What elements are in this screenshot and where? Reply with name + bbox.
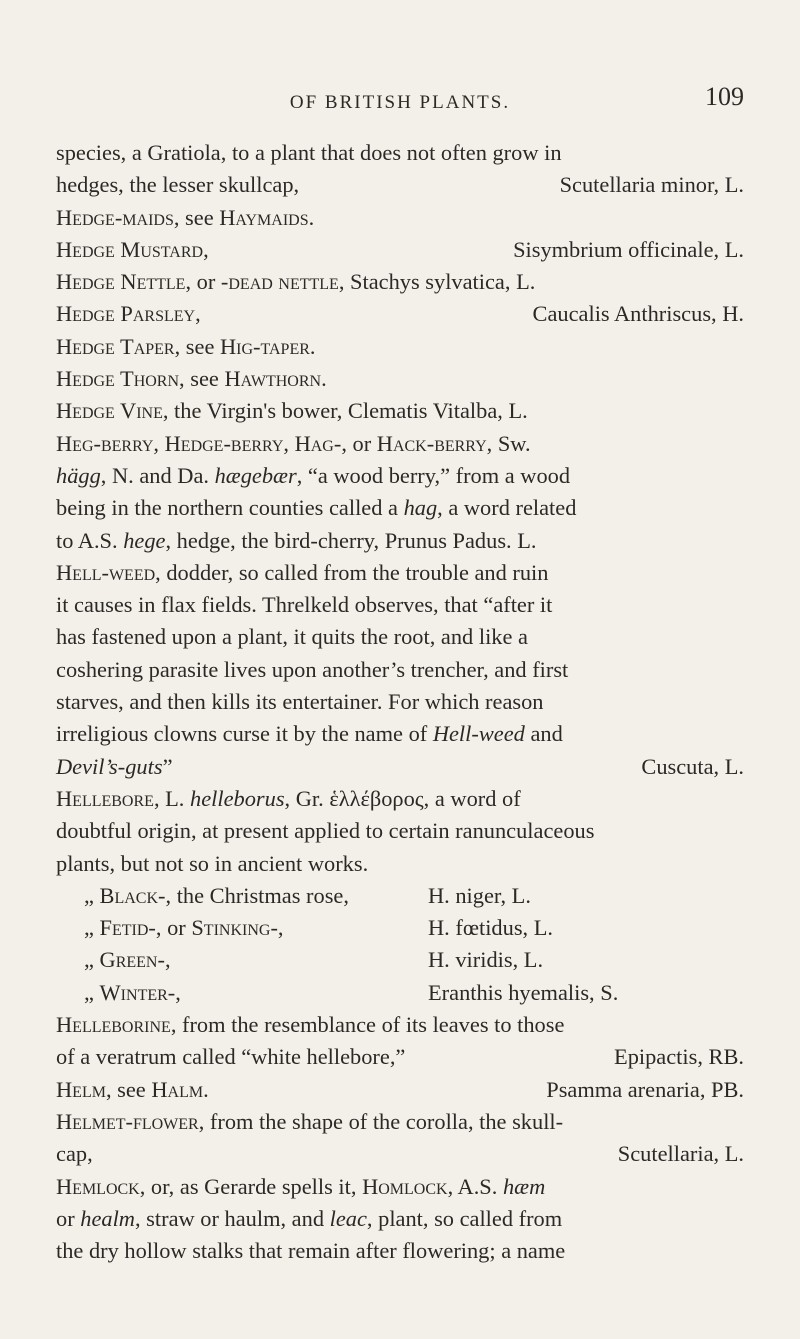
text-span: helleborus — [190, 785, 285, 811]
text-line — [56, 234, 744, 266]
text-line — [56, 944, 744, 976]
text-line — [56, 783, 744, 815]
botanical-name: Caucalis Anthriscus, H. — [532, 301, 744, 327]
text-span: , see — [179, 366, 225, 392]
text-span: it causes in flax fields. Threlkeld observes, that “after it — [56, 592, 553, 618]
cross-reference: Haymaids — [219, 204, 309, 230]
line-left — [56, 1041, 405, 1073]
page-number: 109 — [705, 82, 744, 111]
text-line — [56, 557, 744, 589]
line-left — [56, 1203, 562, 1235]
botanical-name: Scutellaria, L. — [617, 1141, 744, 1167]
text-span: , — [283, 430, 295, 456]
line-left — [56, 266, 535, 298]
line-left — [56, 621, 528, 653]
text-line — [56, 525, 744, 557]
botanical-name: Eranthis hyemalis, S. — [428, 979, 619, 1005]
text-span: , or, as Gerarde spells it, — [139, 1173, 363, 1199]
entry-head: Hedge Nettle — [56, 269, 186, 295]
text-line — [56, 815, 744, 847]
entry-head: Hedge Thorn — [56, 366, 180, 392]
line-left — [56, 718, 563, 750]
text-line — [56, 492, 744, 524]
text-line — [56, 1106, 744, 1138]
text-span: the dry hollow stalks that remain after flowering; a name — [56, 1238, 566, 1264]
line-left — [56, 1171, 545, 1203]
text-line — [56, 880, 744, 912]
text-span: or — [56, 1205, 81, 1231]
ditto-mark: „ — [84, 915, 100, 941]
line-left — [56, 1138, 93, 1170]
text-line — [56, 428, 744, 460]
entry-head: -dead nettle — [220, 269, 339, 295]
entry-head: Hedge Vine — [56, 398, 163, 424]
text-span: ” — [162, 753, 173, 779]
text-span: , straw or haulm, and — [134, 1205, 330, 1231]
ditto-mark: „ — [84, 882, 100, 908]
line-left — [56, 363, 327, 395]
text-span: of a veratrum called “white hellebore,” — [56, 1044, 406, 1070]
text-span: , see — [105, 1076, 152, 1102]
dictionary-text — [56, 137, 744, 1267]
text-span: doubtful origin, at present applied to certain ranunculaceous — [56, 818, 595, 844]
line-left — [56, 428, 531, 460]
text-line — [56, 1235, 744, 1267]
line-left — [56, 589, 552, 621]
line-left — [56, 654, 568, 686]
entry-head: Stinking- — [191, 915, 278, 941]
text-span: , or — [185, 269, 221, 295]
line-left — [84, 977, 181, 1009]
line-left — [56, 1106, 563, 1138]
botanical-name: H. viridis, L. — [428, 947, 544, 973]
botanical-name: Psamma arenaria, PB. — [546, 1076, 744, 1102]
ditto-mark: „ — [84, 979, 100, 1005]
entry-head: Homlock — [362, 1173, 448, 1199]
text-span: Devil’s-guts — [56, 753, 163, 779]
entry-head: Green- — [99, 947, 165, 973]
text-line — [56, 1203, 744, 1235]
text-line — [56, 460, 744, 492]
line-left — [56, 557, 548, 589]
line-left — [56, 202, 314, 234]
cross-reference: Halm — [151, 1076, 204, 1102]
text-line — [56, 1009, 744, 1041]
text-line — [56, 266, 744, 298]
text-line — [56, 1074, 744, 1106]
line-left — [56, 848, 368, 880]
entry-head: Hell-weed — [56, 559, 156, 585]
running-header — [56, 80, 744, 120]
line-left — [56, 751, 173, 783]
text-line — [56, 589, 744, 621]
cross-reference: Hig-taper — [220, 333, 310, 359]
text-span: cap, — [56, 1141, 93, 1167]
text-line — [56, 1171, 744, 1203]
line-left — [56, 298, 201, 330]
line-left — [56, 1235, 565, 1267]
text-span: , “a wood berry,” from a wood — [296, 462, 571, 488]
text-span: hägg — [56, 462, 101, 488]
text-span: , — [164, 947, 171, 973]
text-span: hægebær — [214, 462, 297, 488]
entry-head: Hedge-maids — [56, 204, 174, 230]
text-span: Hell-weed — [432, 721, 525, 747]
text-line — [56, 621, 744, 653]
line-left — [56, 137, 562, 169]
text-line — [56, 137, 744, 169]
text-span: irreligious clowns curse it by the name of — [56, 721, 433, 747]
text-span: , — [195, 301, 201, 327]
text-line — [56, 686, 744, 718]
line-left — [56, 783, 521, 815]
text-span: species, a Gratiola, to a plant that does not often grow in — [56, 140, 562, 165]
text-span: , a word related — [437, 495, 577, 521]
line-left — [56, 815, 594, 847]
line-left — [84, 880, 349, 912]
text-line — [56, 1138, 744, 1170]
entry-head: Black- — [99, 882, 166, 908]
text-span: , L. — [153, 785, 191, 811]
text-span: , — [203, 236, 209, 262]
botanical-name: Cuscuta, L. — [641, 753, 744, 779]
text-span: . — [203, 1076, 209, 1102]
line-left — [56, 1074, 209, 1106]
botanical-name: Scutellaria minor, L. — [559, 172, 744, 198]
text-line — [56, 977, 744, 1009]
text-span: , dodder, so called from the trouble and ruin — [155, 559, 549, 585]
text-line — [56, 395, 744, 427]
text-line — [56, 848, 744, 880]
text-span: , or — [341, 430, 377, 456]
text-span: , the Virgin's bower, Clematis Vitalba, L. — [162, 398, 528, 424]
line-left — [56, 1009, 564, 1041]
text-span: , — [175, 979, 181, 1005]
botanical-name: H. niger, L. — [428, 882, 531, 908]
text-span: and — [524, 721, 563, 747]
entry-head: Hag- — [294, 430, 342, 456]
line-left — [56, 169, 299, 201]
line-left — [84, 944, 171, 976]
text-line — [56, 169, 744, 201]
text-span: healm — [80, 1205, 135, 1231]
text-span: , — [153, 430, 165, 456]
line-left — [56, 460, 570, 492]
entry-head: Helm — [56, 1076, 106, 1102]
text-span: leac — [329, 1205, 367, 1231]
text-span: to A.S. — [56, 527, 124, 553]
botanical-name: Sisymbrium officinale, L. — [513, 236, 744, 262]
text-span: , see — [174, 333, 220, 359]
text-span: hag — [403, 495, 438, 521]
text-span: , from the shape of the corolla, the skull- — [198, 1108, 564, 1134]
text-span: , hedge, the bird-cherry, Prunus Padus. L. — [165, 527, 537, 553]
text-line — [56, 298, 744, 330]
text-line — [56, 751, 744, 783]
entry-head: Helmet-flower — [56, 1108, 199, 1134]
text-span: . — [321, 366, 327, 392]
text-span: , or — [155, 915, 192, 941]
text-span: starves, and then kills its entertainer. For which reason — [56, 689, 544, 715]
text-span: plants, but not so in ancient works. — [56, 850, 369, 876]
text-span: , Gr. ἑλλέβορος, a word of — [284, 785, 521, 811]
text-span: hedges, the lesser skullcap, — [56, 172, 300, 198]
entry-head: Hellebore — [56, 785, 154, 811]
text-line — [56, 1041, 744, 1073]
entry-head: Hedge Parsley — [56, 301, 196, 327]
text-span: , Stachys sylvatica, L. — [338, 269, 536, 295]
botanical-name: Epipactis, RB. — [614, 1044, 744, 1070]
text-line — [56, 654, 744, 686]
line-left — [56, 331, 316, 363]
text-line — [56, 912, 744, 944]
entry-head: Hack-berry — [376, 430, 487, 456]
text-span: hæm — [502, 1173, 546, 1199]
text-span: . — [308, 204, 315, 230]
text-span: , — [277, 915, 284, 941]
line-left — [56, 234, 209, 266]
text-line — [56, 718, 744, 750]
entry-head: Heg-berry — [56, 430, 154, 456]
text-span: , see — [173, 204, 220, 230]
text-span: has fastened upon a plant, it quits the root, and like a — [56, 624, 528, 650]
text-span: , plant, so called from — [366, 1205, 563, 1231]
text-span: hege — [123, 527, 166, 553]
text-line — [56, 363, 744, 395]
entry-head: Hemlock — [56, 1173, 140, 1199]
entry-head: Hedge Taper — [56, 333, 175, 359]
line-left — [84, 912, 284, 944]
botanical-name: H. fœtidus, L. — [428, 915, 554, 941]
cross-reference: Hawthorn — [224, 366, 322, 392]
entry-head: Winter- — [99, 979, 176, 1005]
line-left — [56, 492, 576, 524]
header-title: OF BRITISH PLANTS. — [289, 92, 511, 113]
text-line — [56, 202, 744, 234]
entry-head: Hedge Mustard — [56, 236, 204, 262]
entry-head: Hedge-berry — [164, 430, 284, 456]
text-span: , Sw. — [486, 430, 531, 456]
text-span: . — [309, 333, 316, 359]
text-span: , from the resemblance of its leaves to those — [170, 1012, 565, 1038]
text-span: being in the northern counties called a — [56, 495, 404, 521]
text-span: , the Christmas rose, — [165, 882, 349, 908]
line-left — [56, 395, 528, 427]
text-span: , N. and Da. — [100, 462, 215, 488]
entry-head: Fetid- — [99, 915, 156, 941]
text-span: , A.S. — [447, 1173, 503, 1199]
line-left — [56, 686, 544, 718]
text-span: coshering parasite lives upon another’s trencher, and first — [56, 656, 569, 682]
text-line — [56, 331, 744, 363]
line-left — [56, 525, 537, 557]
ditto-mark: „ — [84, 947, 100, 973]
entry-head: Helleborine — [56, 1012, 171, 1038]
